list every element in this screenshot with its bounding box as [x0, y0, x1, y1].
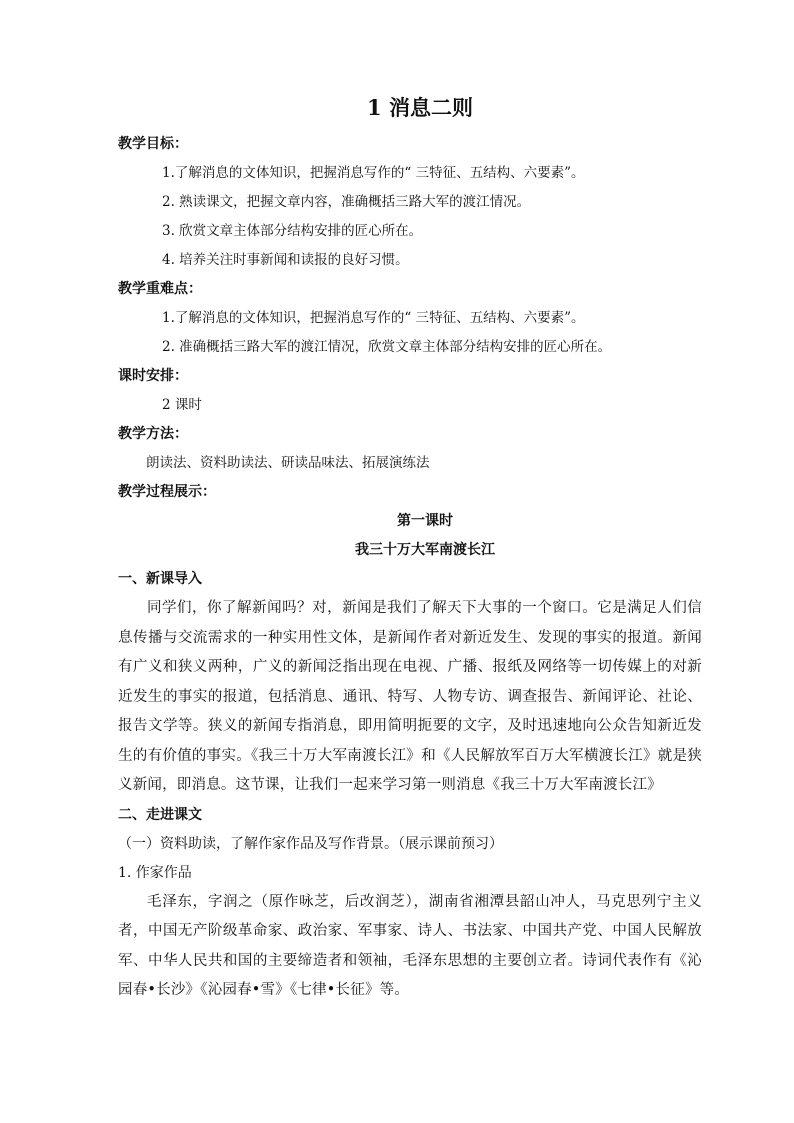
key-points-heading: 教学重难点： [118, 281, 202, 297]
key-point-item: 1.了解消息的文体知识，把握消息写作的“ 三特征、五结构、六要素”。 [162, 310, 585, 326]
author-works-heading: 1. 作家作品 [118, 864, 192, 881]
key-point-item: 2. 准确概括三路大军的渡江情况，欣赏文章主体部分结构安排的匠心所在。 [162, 339, 612, 355]
methods-value: 朗读法、资料助读法、研读品味法、拓展演练法 [146, 455, 430, 471]
document-title: 1 消息二则 [367, 95, 473, 120]
goal-item: 4. 培养关注时事新闻和读报的良好习惯。 [162, 252, 409, 268]
goals-heading: 教学目标： [118, 136, 188, 152]
goal-item: 2. 熟读课文，把握文章内容，准确概括三路大军的渡江情况。 [162, 194, 531, 210]
process-heading: 教学过程展示： [118, 484, 216, 500]
author-paragraph: 毛泽东，字润之（原作咏芝，后改润芝），湖南省湘潭县韶山冲人，马克思列宁主义者，中国无产阶级革命家、政治家、军事家、诗人、书法家、中国共产党、中国人民解放军、中华人民共和国的主要缔造者和领袖，毛泽东思想的主要创立者。诗词代表作有《沁园春•长沙》《沁园春•雪》《七律•长征》等。 [118, 893, 702, 998]
lesson-title: 我三十万大军南渡长江 [355, 542, 495, 558]
goal-item: 3. 欣赏文章主体部分结构安排的匠心所在。 [162, 223, 423, 239]
schedule-value: 2 课时 [162, 397, 202, 413]
session-title: 第一课时 [397, 513, 453, 529]
section1-heading: 一、新课导入 [118, 571, 202, 587]
methods-heading: 教学方法： [118, 426, 188, 442]
section2-subheading: （一）资料助读，了解作家作品及写作背景。（展示课前预习） [118, 835, 503, 852]
schedule-heading: 课时安排： [118, 368, 188, 384]
section1-paragraph: 同学们，你了解新闻吗？对，新闻是我们了解天下大事的一个窗口。它是满足人们信息传播与交流需求的一种实用性文体，是新闻作者对新近发生、发现的事实的报道。新闻有广义和狭义两种，广义的新闻泛指出现在电视、广播、报纸及网络等一切传媒上的对新近发生的事实的报道，包括消息、通讯、特写、人物专访、调查报告、新闻评论、社论、报告文学等。狭义的新闻专指消息，即用简明扼要的文字，及时迅速地向公众告知新近发生的有价值的事实。《我三十万大军南渡长江》和《人民解放军百万大军横渡长江》就是狭义新闻，即消息。这节课，让我们一起来学习第一则消息《我三十万大军南渡长江》 [118, 600, 702, 793]
section2-heading: 二、走进课文 [118, 806, 202, 823]
goal-item: 1.了解消息的文体知识，把握消息写作的“ 三特征、五结构、六要素”。 [162, 165, 585, 181]
